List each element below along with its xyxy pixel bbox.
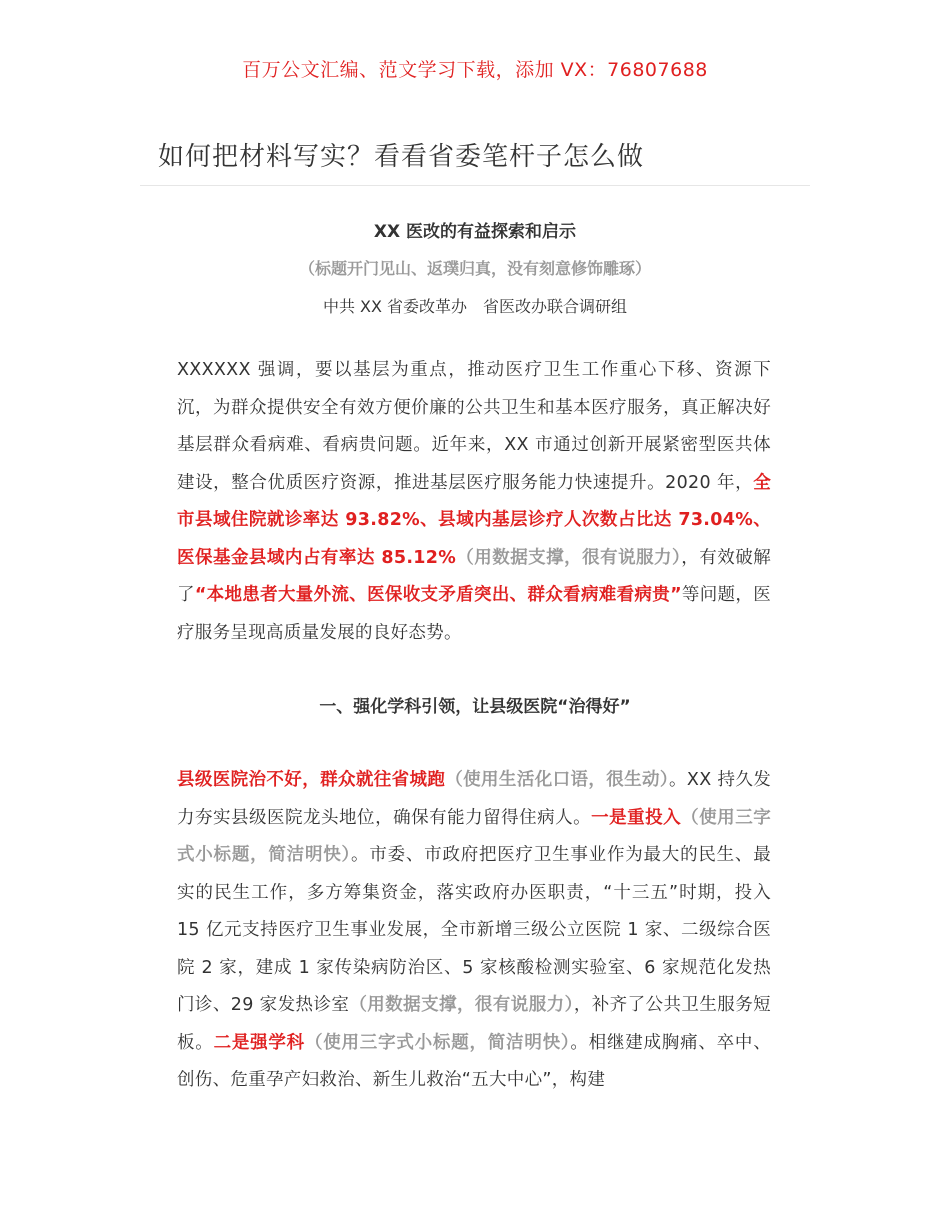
section-1-text-f: 。市委、市政府把医疗卫生事业作为最大的民生、最实的民生工作，多方筹集资金，落实政府办医职责，“十三五”时期，投入 15 亿元支持医疗卫生事业发展，全市新增三级公立医院 1 家、二级综合医院 2 家，建成 1 家传染病防治区、5 家核酸检测实验室、6 家规范化发热门诊、29 家发热诊室 <box>177 845 771 1015</box>
intro-paragraph <box>177 352 771 652</box>
intro-problems-highlight: “本地患者大量外流、医保收支矛盾突出、群众看病难看病贵” <box>194 585 682 605</box>
section-1-note-subheading-2: （使用三字式小标题，简洁明快） <box>304 1032 571 1053</box>
intro-text-f: 等问题，医疗服务呈现高质量发展的良好态势。 <box>177 585 771 643</box>
intro-stats-highlight: 全市县域住院就诊率达 93.82%、县域内基层诊疗人次数占比达 73.04%、医保基金县域内占有率达 85.12% <box>177 472 771 568</box>
author-office-1: 中共 XX 省委改革办 <box>322 297 468 316</box>
section-1-text-k: 。相继建成胸痛、卒中、创伤、危重孕产妇救治、新生儿救治“五大中心”，构建 <box>177 1032 771 1090</box>
intro-text-a: XXXXXX 强调，要以基层为重点，推动医疗卫生工作重心下移、资源下沉，为群众提供安全有效方便价廉的公共卫生和基本医疗服务，真正解决好基层群众看病难、看病贵问题。近年来，XX 市通过创新开展紧密型医共体建设，整合优质医疗资源，推进基层医疗服务能力快速提升。2020 年， <box>177 360 771 493</box>
section-1-text-h: ，补齐了公共卫生服务短板。 <box>177 995 771 1053</box>
document-subtitle-note: （标题开门见山、返璞归真，没有刻意修饰雕琢） <box>298 259 651 278</box>
page-title: 如何把材料写实？看看省委笔杆子怎么做 <box>158 142 645 172</box>
section-1-lead-highlight: 县级医院治不好，群众就往省城跑 <box>177 770 446 790</box>
document-title: XX 医改的有益探索和启示 <box>373 222 577 242</box>
section-1-text-c: 。XX 持久发力夯实县级医院龙头地位，确保有能力留得住病人。 <box>177 770 772 828</box>
promo-banner: 百万公文汇编、范文学习下载，添加 VX：76807688 <box>242 59 708 81</box>
section-1-paragraph <box>177 762 771 1100</box>
section-1-note-subheading-1: （使用三字式小标题，简洁明快） <box>177 807 771 865</box>
section-1-note-data: （用数据支撑，很有说服力） <box>349 995 574 1015</box>
section-1-note-oral: （使用生活化口语，很生动） <box>445 770 670 790</box>
intro-text-d: ，有效破解了 <box>177 547 771 605</box>
intro-note-data: （用数据支撑，很有说服力） <box>456 547 682 568</box>
document-author <box>0 294 950 317</box>
subheading-investment: 一是重投入 <box>591 807 682 828</box>
author-office-2: 省医改办联合调研组 <box>483 297 628 316</box>
subheading-discipline: 二是强学科 <box>213 1032 305 1053</box>
title-divider <box>140 185 810 186</box>
section-1-heading: 一、强化学科引领，让县级医院“治得好” <box>319 697 631 717</box>
